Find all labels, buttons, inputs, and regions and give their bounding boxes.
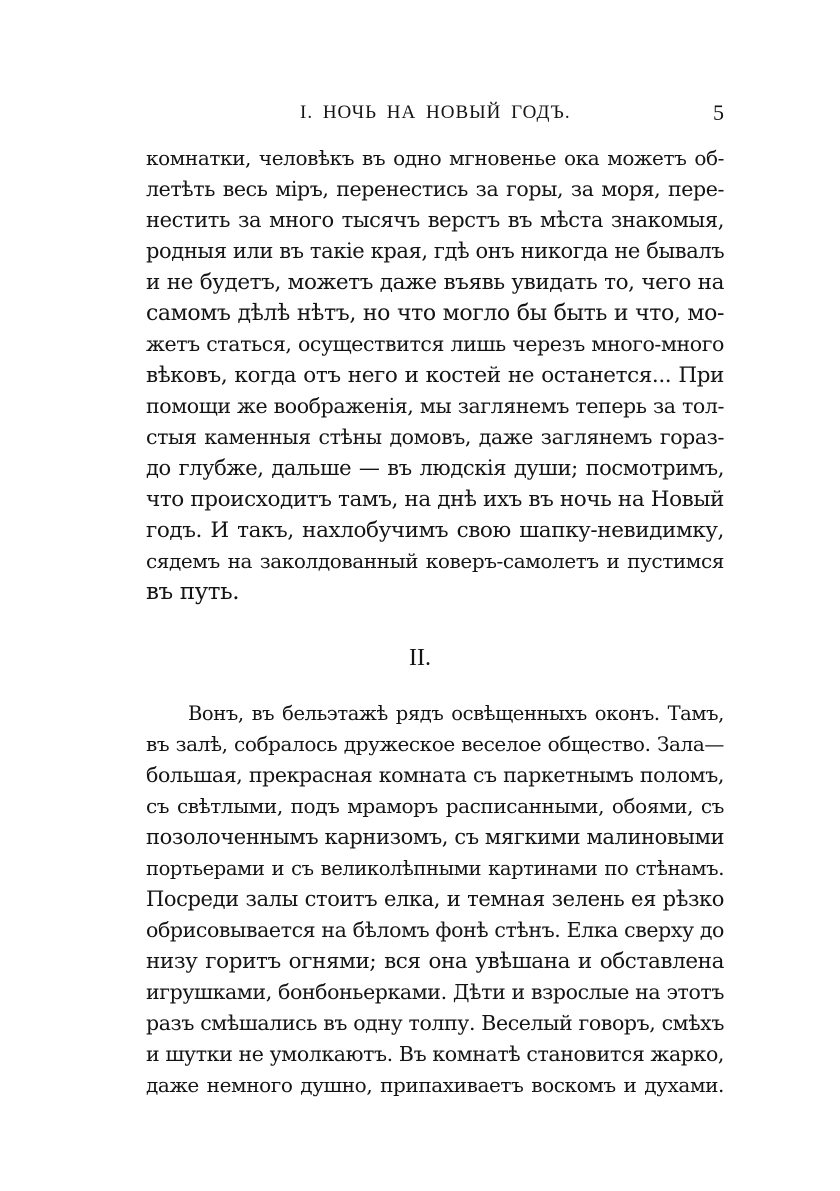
text-line: обрисовывается на бѣломъ фонѣ стѣнъ. Елка сверху до — [146, 918, 724, 942]
section-heading: II. — [409, 645, 431, 671]
text-line: летѣть весь міръ, перенестись за горы, за моря, пере- — [146, 177, 724, 201]
text-line: жетъ статься, осуществится лишь черезъ много-много — [146, 332, 724, 356]
text-line: Посреди залы стоитъ елка, и темная зелень ея рѣзко — [146, 887, 724, 911]
text-line: нестить за много тысячъ верстъ въ мѣста знакомыя, — [146, 208, 724, 232]
text-line: самомъ дѣлѣ нѣтъ, но что могло бы быть и что, мо- — [146, 301, 724, 326]
text-line: низу горитъ огнями; вся она увѣшана и обставлена — [146, 949, 724, 974]
text-line: сядемъ на заколдованный коверъ-самолетъ и пустимся — [146, 549, 724, 573]
text-line: и шутки не умолкаютъ. Въ комнатѣ становится жарко, — [146, 1042, 724, 1066]
paragraph-section-2 — [146, 698, 724, 1101]
running-title: I. НОЧЬ НА НОВЫЙ ГОДЪ. — [300, 102, 571, 123]
text-line: съ свѣтлыми, подъ мраморъ расписанными, обоями, съ — [146, 794, 724, 818]
text-line: комнатки, человѣкъ въ одно мгновенье ока можетъ об- — [146, 146, 724, 170]
page-number: 5 — [713, 100, 724, 125]
text-line: родныя или въ такіе края, гдѣ онъ никогда не бывалъ — [146, 239, 724, 263]
text-line: даже немного душно, припахиваетъ воскомъ и духами. — [146, 1073, 724, 1097]
running-head — [0, 98, 840, 128]
text-line: позолоченнымъ карнизомъ, съ мягкими малиновыми — [146, 825, 724, 849]
text-line: портьерами и съ великолѣпными картинами по стѣнамъ. — [146, 857, 724, 880]
text-line: стыя каменныя стѣны домовъ, даже заглянемъ гораз- — [146, 425, 724, 449]
text-line: большая, прекрасная комната съ паркетнымъ поломъ, — [146, 763, 724, 787]
text-line: годъ. И такъ, нахлобучимъ свою шапку-невидимку, — [146, 518, 724, 543]
text-line: что происходитъ тамъ, на днѣ ихъ въ ночь на Новый — [146, 487, 724, 512]
text-line: до глубже, дальше — въ людскія души; посмотримъ, — [146, 456, 724, 480]
text-line: помощи же воображенія, мы заглянемъ теперь за тол- — [146, 394, 724, 418]
text-line: вѣковъ, когда отъ него и костей не останется... При — [146, 363, 724, 388]
paragraph-continued — [146, 143, 724, 608]
text-line: разъ смѣшались въ одну толпу. Веселый говоръ, смѣхъ — [146, 1011, 724, 1035]
text-line: и не будетъ, можетъ даже въявь увидать то, чего на — [146, 270, 724, 295]
text-line: Вонъ, въ бельэтажѣ рядъ освѣщенныхъ оконъ. Тамъ, — [188, 702, 724, 725]
text-line: въ путь. — [146, 579, 240, 605]
text-line: въ залѣ, собралось дружеское веселое общество. Зала— — [146, 732, 724, 756]
text-line: игрушками, бонбоньерками. Дѣти и взрослые на этотъ — [146, 980, 724, 1004]
